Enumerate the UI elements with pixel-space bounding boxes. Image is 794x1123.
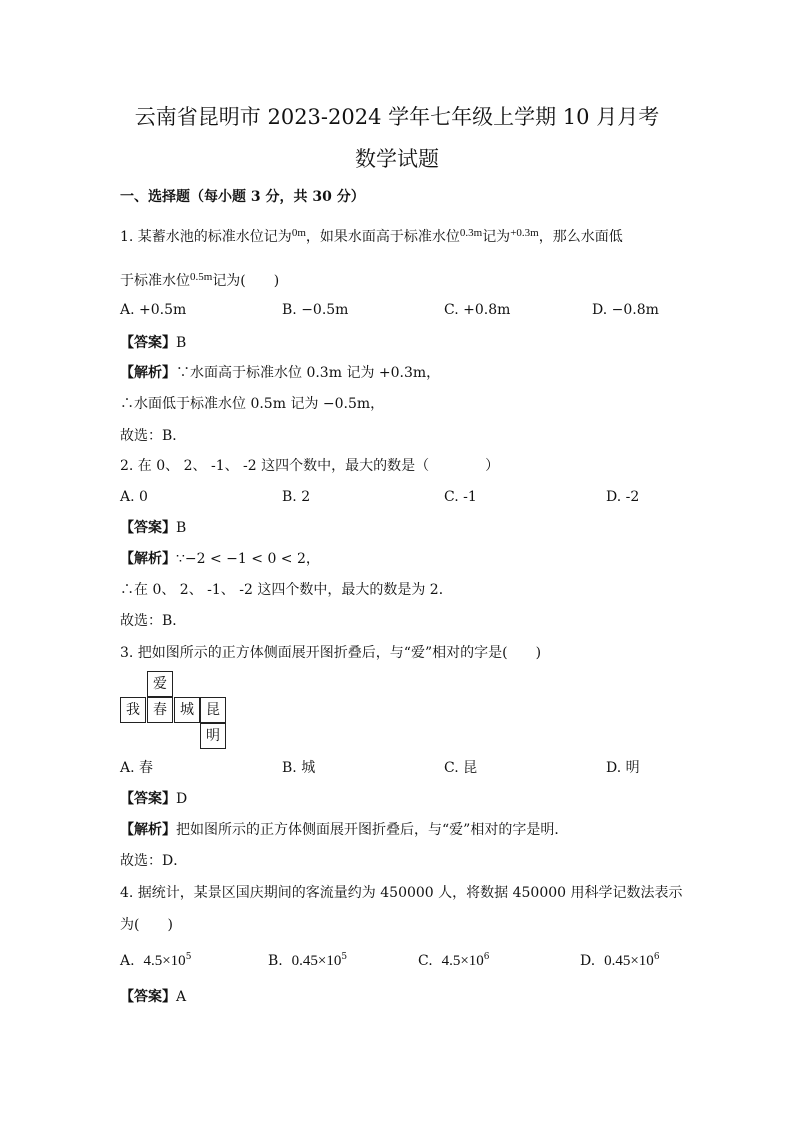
question-1-option-b: B. −0.5m	[282, 302, 349, 318]
question-3-option-a: A. 春	[120, 760, 154, 776]
question-1-option-d: D. −0.8m	[592, 302, 659, 318]
question-2-option-d: D. -2	[606, 489, 640, 505]
question-4-option-d: D. $0.45\times 10^6$	[580, 952, 660, 969]
question-2-answer: 【答案】B	[120, 520, 187, 536]
question-1-stem-line1: 1. 某蓄水池的标准水位记为$^{0m}$，如果水面高于标准水位$^{0.3m}$记为$^{+0.3m}$，那么水面低	[120, 227, 623, 245]
question-3-conclusion: 故选：D．	[120, 853, 188, 869]
page-title: 云南省昆明市 2023-2024 学年七年级上学期 10 月月考	[134, 105, 660, 129]
question-2-stem: 2. 在 0、 2、 -1、 -2 这四个数中，最大的数是（ ）	[120, 458, 500, 474]
question-3-answer: 【答案】D	[120, 791, 188, 807]
question-3-option-d: D. 明	[606, 760, 640, 776]
question-2-option-a: A. 0	[120, 489, 148, 505]
question-4-stem-line1: 4. 据统计，某景区国庆期间的客流量约为 450000 人，将数据 450000 用科学记数法表示	[120, 885, 683, 901]
question-1-analysis-line2: ∴水面低于标准水位 0.5m 记为 −0.5m，	[120, 396, 385, 412]
question-2-conclusion: 故选：B．	[120, 613, 187, 629]
cube-net-cell: 明	[200, 723, 226, 749]
question-3-stem: 3. 把如图所示的正方体侧面展开图折叠后，与“爱”相对的字是( )	[120, 645, 542, 661]
question-4-stem-line2: 为( )	[120, 917, 173, 933]
question-2-analysis-line2: ∴在 0、 2、 -1、 -2 这四个数中，最大的数是为 2．	[120, 582, 453, 598]
page-subtitle: 数学试题	[355, 147, 439, 171]
question-4-option-b: B. $0.45\times 10^5$	[268, 952, 348, 969]
question-1-conclusion: 故选：B．	[120, 428, 187, 444]
cube-net-cell: 城	[174, 697, 200, 723]
question-3-option-c: C. 昆	[444, 760, 478, 776]
question-3-option-b: B. 城	[282, 760, 316, 776]
section-heading: 一、选择题（每小题 3 分，共 30 分）	[120, 189, 365, 205]
question-1-answer: 【答案】B	[120, 335, 187, 351]
question-1-option-c: C. +0.8m	[444, 302, 511, 318]
question-3-analysis-line1: 【解析】把如图所示的正方体侧面展开图折叠后，与“爱”相对的字是明．	[120, 822, 569, 838]
cube-net-cell: 我	[120, 697, 146, 723]
question-1-analysis-line1: 【解析】∵水面高于标准水位 0.3m 记为 +0.3m，	[120, 365, 441, 381]
cube-net-cell: 春	[147, 697, 173, 723]
question-1-option-a: A. +0.5m	[120, 302, 187, 318]
question-2-analysis-line1: 【解析】∵−2 < −1 < 0 < 2，	[120, 551, 320, 567]
question-4-option-a: A. $4.5\times 10^5$	[120, 952, 192, 969]
question-2-option-c: C. -1	[444, 489, 477, 505]
question-4-answer: 【答案】A	[120, 989, 187, 1005]
cube-net-cell: 昆	[200, 697, 226, 723]
question-2-option-b: B. 2	[282, 489, 311, 505]
question-1-stem-line2: 于标准水位$^{0.5m}$记为( )	[120, 271, 280, 289]
cube-net-cell: 爱	[147, 671, 173, 697]
question-4-option-c: C. $4.5\times 10^6$	[418, 952, 490, 969]
